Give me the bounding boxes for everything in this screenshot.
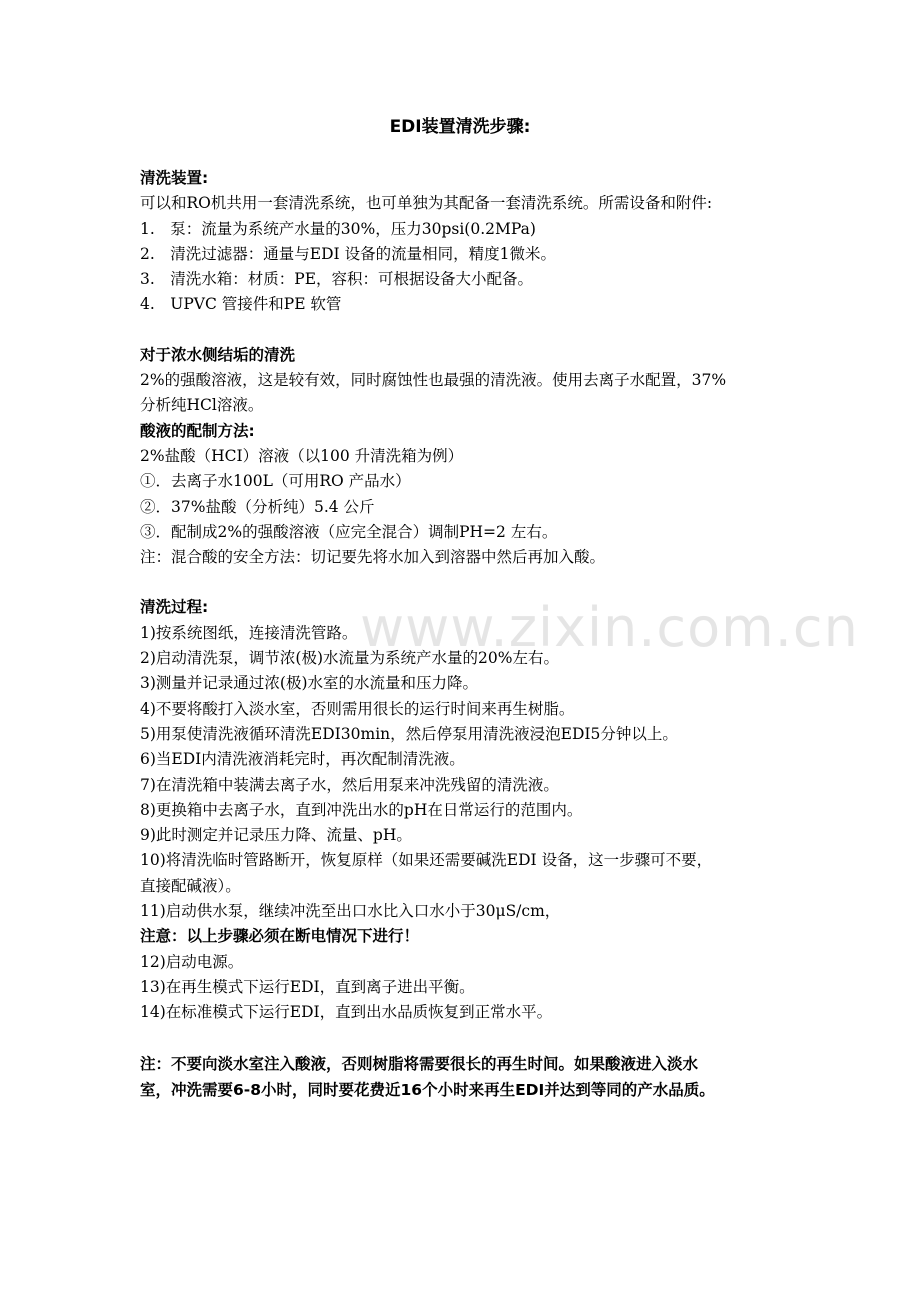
document-body	[140, 166, 815, 1103]
final-note: 注：不要向淡水室注入酸液，否则树脂将需要很长的再生时间。如果酸液进入淡水	[140, 1054, 699, 1073]
scaling-description: 分析纯HCl溶液。	[140, 396, 264, 415]
spacer	[140, 570, 815, 595]
spacer	[140, 1026, 815, 1051]
process-step: 直接配碱液）。	[140, 876, 241, 895]
process-step: 10)将清洗临时管路断开，恢复原样（如果还需要碱洗EDI 设备，这一步骤可不要，	[140, 851, 713, 870]
document-title: EDI装置清洗步骤:	[389, 117, 531, 137]
section-heading-acid-prep: 酸液的配制方法:	[140, 421, 255, 440]
equipment-item: 4. UPVC 管接件和PE 软管	[140, 295, 342, 314]
process-step: 6)当EDI内清洗液消耗完时，再次配制清洗液。	[140, 750, 465, 769]
process-step: 7)在清洗箱中装满去离子水，然后用泵来冲洗残留的清洗液。	[140, 775, 559, 794]
section-heading-process: 清洗过程:	[140, 598, 209, 617]
process-step: 13)在再生模式下运行EDI，直到离子进出平衡。	[140, 977, 475, 996]
section-heading-scaling: 对于浓水侧结垢的清洗	[140, 345, 296, 364]
process-step: 5)用泵使清洗液循环清洗EDI30min，然后停泵用清洗液浸泡EDI5分钟以上。	[140, 724, 678, 743]
process-step: 9)此时测定并记录压力降、流量、pH。	[140, 826, 412, 845]
acid-prep-line: ③．配制成2%的强酸溶液（应完全混合）调制PH=2 左右。	[140, 522, 558, 541]
equipment-item: 3. 清洗水箱：材质：PE，容积：可根据设备大小配备。	[140, 270, 534, 289]
final-note: 室，冲洗需要6-8小时，同时要花费近16个小时来再生EDI并达到等同的产水品质。	[140, 1080, 715, 1099]
spacer	[140, 318, 815, 343]
acid-prep-line: ②．37%盐酸（分析纯）5.4 公斤	[140, 497, 375, 516]
acid-prep-line: 2%盐酸（HCI）溶液（以100 升清洗箱为例）	[140, 446, 464, 465]
acid-prep-line: ①．去离子水100L（可用RO 产品水）	[140, 472, 411, 491]
watermark: www.zixin.com.cn	[360, 596, 859, 659]
process-step: 2)启动清洗泵，调节浓(极)水流量为系统产水量的20%左右。	[140, 649, 559, 668]
process-step: 11)启动供水泵，继续冲洗至出口水比入口水小于30μS/cm，	[140, 902, 561, 921]
process-step: 4)不要将酸打入淡水室，否则需用很长的运行时间来再生树脂。	[140, 699, 575, 718]
equipment-item: 1. 泵：流量为系统产水量的30%，压力30psi(0.2MPa)	[140, 219, 536, 238]
process-step: 3)测量并记录通过浓(极)水室的水流量和压力降。	[140, 674, 479, 693]
process-step: 14)在标准模式下运行EDI，直到出水品质恢复到正常水平。	[140, 1003, 553, 1022]
process-step: 8)更换箱中去离子水，直到冲洗出水的pH在日常运行的范围内。	[140, 800, 583, 819]
scaling-description: 2%的强酸溶液，这是较有效，同时腐蚀性也最强的清洗液。使用去离子水配置，37%	[140, 371, 727, 390]
equipment-intro: 可以和RO机共用一套清洗系统，也可单独为其配备一套清洗系统。所需设备和附件:	[140, 194, 713, 213]
process-step: 12)启动电源。	[140, 952, 244, 971]
acid-safety-note: 注：混合酸的安全方法：切记要先将水加入到溶器中然后再加入酸。	[140, 548, 606, 567]
process-step: 1)按系统图纸，连接清洗管路。	[140, 623, 358, 642]
section-heading-equipment: 清洗装置:	[140, 169, 209, 187]
equipment-item: 2. 清洗过滤器：通量与EDI 设备的流量相同，精度1微米。	[140, 244, 556, 263]
process-warning: 注意：以上步骤必须在断电情况下进行！	[140, 927, 420, 946]
